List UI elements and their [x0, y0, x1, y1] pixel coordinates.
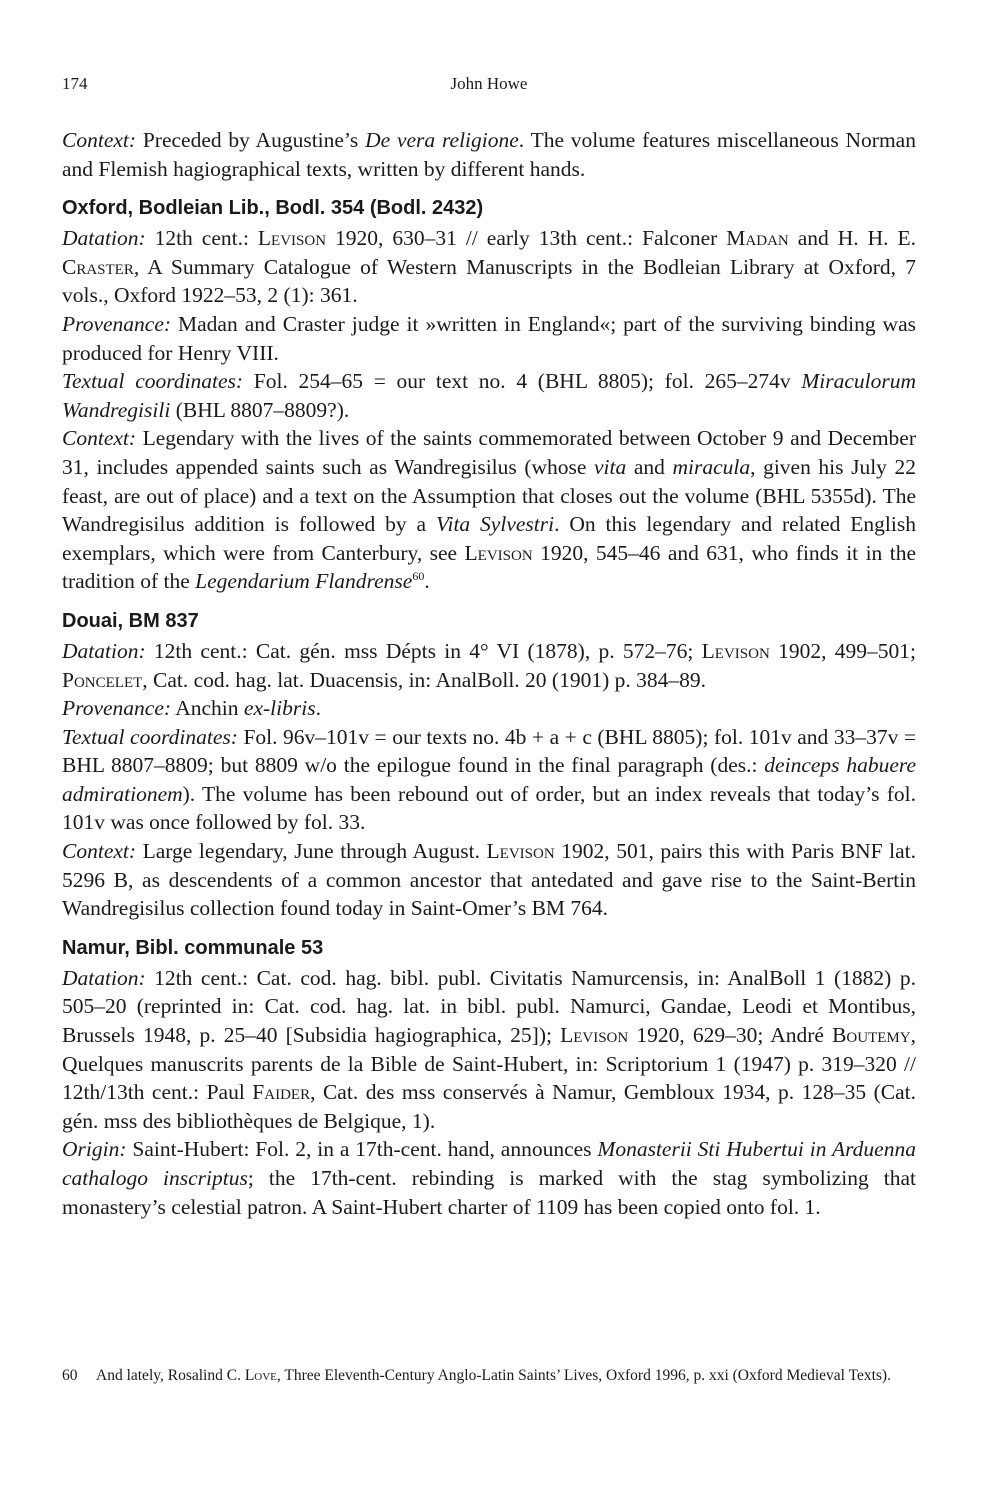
field-label: Context:: [62, 839, 137, 864]
field-label: Textual coordinates:: [62, 369, 244, 394]
paragraph-datation: Datation: 12th cent.: Cat. gén. mss Dépts in 4° VI (1878), p. 572–76; Levison 1902, 499–501; Poncelet, Cat. cod. hag. lat. Duacensis, in: AnalBoll. 20 (1901) p. 384–89.: [62, 638, 916, 692]
paragraph-origin: Origin: Saint-Hubert: Fol. 2, in a 17th-cent. hand, announces Monasterii Sti Hubertui in Arduenna cathalogo inscriptus; the 17th-cent. rebinding is marked with the stag symbolizing that monastery’s celestial patron. A Saint-Hubert charter of 1109 has been copied onto fol. 1.: [62, 1137, 916, 1219]
running-title: John Howe: [450, 74, 528, 93]
field-label: Provenance:: [62, 311, 172, 336]
paragraph-datation: Datation: 12th cent.: Cat. cod. hag. bibl. publ. Civitatis Namurcensis, in: AnalBoll 1 (1882) p. 505–20 (reprinted in: Cat. cod. hag. lat. in bibl. publ. Namurci, Gandae, Leodi et Montibus, Brussels 1948, p. 25–40 [Subsidia hagiographica, 25]); Levison 1920, 629–30; André Boutemy, Quelques manuscrits parents de la Bible de Saint-Hubert, in: Scriptorium 1 (1947) p. 319–320 // 12th/13th cent.: Paul Faider, Cat. des mss conservés à Namur, Gembloux 1934, p. 128–35 (Cat. gén. mss des bibliothèques de Belgique, 1).: [62, 965, 916, 1133]
field-label: Datation:: [62, 965, 146, 990]
field-label: Provenance:: [62, 696, 172, 721]
body-text: [62, 126, 916, 1221]
paragraph-textual-coordinates: Textual coordinates: Fol. 254–65 = our text no. 4 (BHL 8805); fol. 265–274v Miraculorum Wandregisili (BHL 8807–8809?).: [62, 369, 916, 422]
footnote-row: [62, 1365, 916, 1386]
entry-heading-namur: Namur, Bibl. communale 53: [62, 936, 324, 959]
paragraph-datation: Datation: 12th cent.: Levison 1920, 630–31 // early 13th cent.: Falconer Madan and H. H. E. Craster, A Summary Catalogue of Western Manuscripts in the Bodleian Library at Oxford, 7 vols., Oxford 1922–53, 2 (1): 361.: [62, 226, 916, 308]
field-label: Context:: [62, 426, 137, 451]
field-label: Origin:: [62, 1137, 127, 1162]
field-label: Datation:: [62, 638, 146, 663]
paragraph-context-previous: Context: Preceded by Augustine’s De vera religione. The volume features miscellaneous Norman and Flemish hagiographical texts, written by different hands.: [62, 128, 916, 181]
field-label: Textual coordinates:: [62, 724, 238, 749]
footnote-reference[interactable]: 60: [412, 569, 425, 584]
field-label: Context:: [62, 128, 137, 152]
page-number: 174: [62, 74, 88, 93]
paragraph-provenance: Provenance: Madan and Craster judge it »written in England«; part of the surviving binding was produced for Henry VIII.: [62, 311, 916, 365]
paragraph-textual-coordinates: Textual coordinates: Fol. 96v–101v = our texts no. 4b + a + c (BHL 8805); fol. 101v and 33–37v = BHL 8807–8809; but 8809 w/o the epilogue found in the final paragraph (des.: deinceps habuere admirationem). The volume has been rebound out of order, but an index reveals that today’s fol. 101v was once followed by fol. 33.: [62, 724, 916, 835]
running-head: [62, 74, 916, 98]
entry-heading-oxford: Oxford, Bodleian Lib., Bodl. 354 (Bodl. 2432): [62, 197, 484, 220]
paragraph-context: Context: Legendary with the lives of the saints commemorated between October 9 and December 31, includes appended saints such as Wandregisilus (whose vita and miracula, given his July 22 feast, are out of place) and a text on the Assumption that closes out the volume (BHL 5355d). The Wandregisilus addition is followed by a Vita Sylvestri. On this legendary and related English exemplars, which were from Canterbury, see Levison 1920, 545–46 and 631, who finds it in the tradition of the Legendarium Flandrense$^{60}$.: [62, 426, 916, 594]
footnote-number: 60: [62, 1367, 78, 1384]
footnote: [62, 1365, 916, 1386]
entry-heading-douai: Douai, BM 837: [62, 609, 199, 632]
field-label: Datation:: [62, 226, 146, 251]
paragraph-provenance: Provenance: Anchin ex-libris.: [62, 696, 321, 721]
paragraph-context: Context: Large legendary, June through August. Levison 1902, 501, pairs this with Paris BNF lat. 5296 B, as descendents of a common ancestor that antedated and gave rise to the Saint-Bertin Wandregisilus collection found today in Saint-Omer’s BM 764.: [62, 839, 917, 921]
footnote-text: And lately, Rosalind C. Love, Three Eleventh-Century Anglo-Latin Saints’ Lives, Oxford 1996, p. xxi (Oxford Medieval Texts).: [96, 1367, 891, 1384]
